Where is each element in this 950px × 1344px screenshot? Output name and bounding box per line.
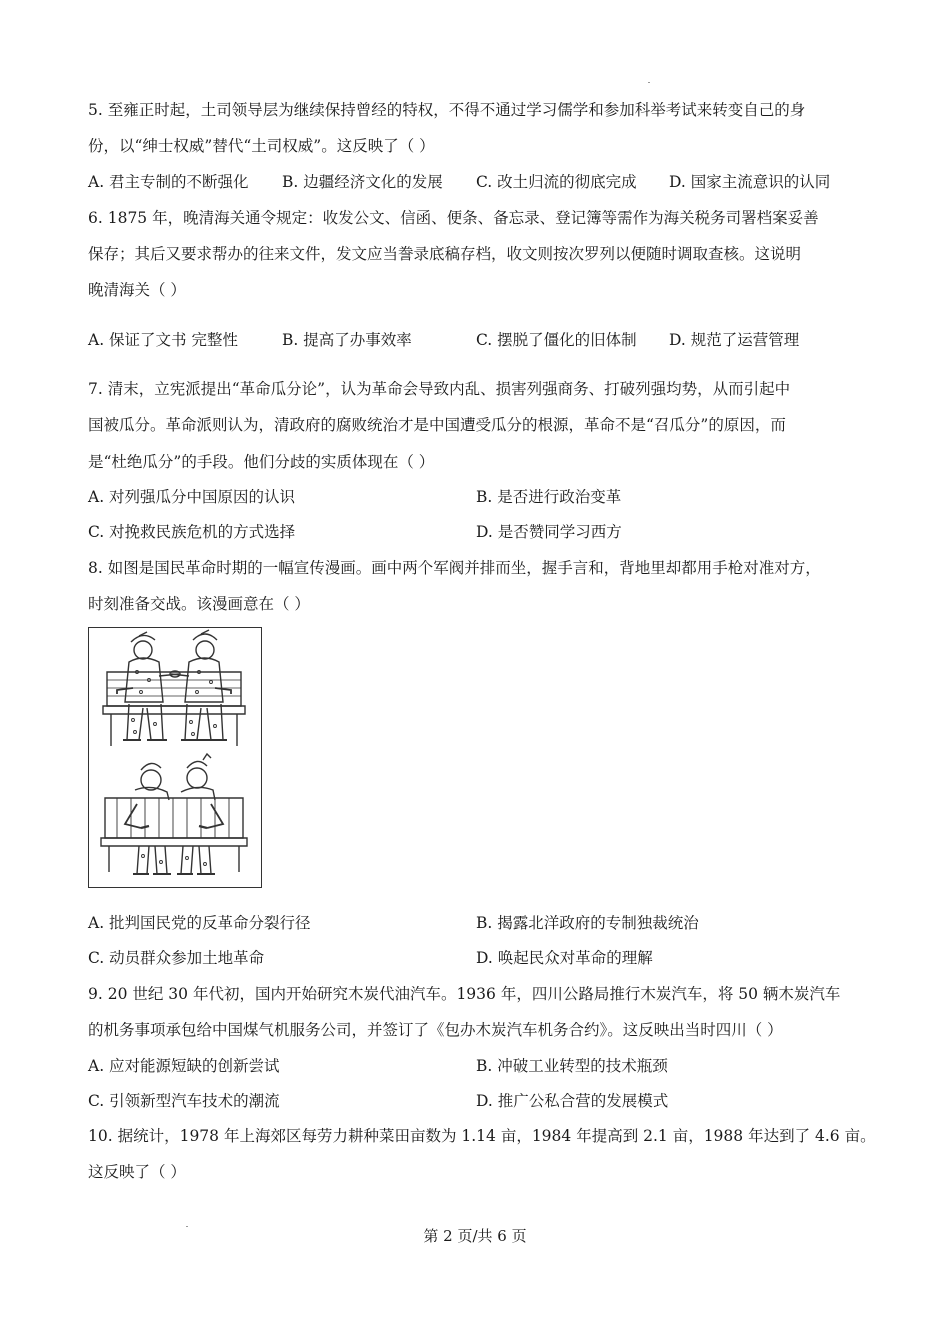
q9-option-a: A. 应对能源短缺的创新尝试 (88, 1057, 280, 1075)
q7-stem-line-2: 国被瓜分。革命派则认为，清政府的腐败统治才是中国遭受瓜分的根源，革命不是“召瓜分”的原因，而 (88, 416, 786, 434)
q5-stem-line-2: 份，以“绅士权威”替代“土司权威”。这反映了（ ） (88, 137, 435, 155)
q9-option-d: D. 推广公私合营的发展模式 (476, 1092, 669, 1110)
warlord-cartoon-image (88, 627, 262, 888)
q8-option-a: A. 批判国民党的反革命分裂行径 (88, 914, 311, 932)
q7-option-d: D. 是否赞同学习西方 (476, 523, 622, 541)
q8-option-b: B. 揭露北洋政府的专制独裁统治 (476, 914, 699, 932)
q5-option-d: D. 国家主流意识的认同 (669, 173, 831, 191)
q6-stem-line-1: 6. 1875 年，晚清海关通令规定：收发公文、信函、便条、备忘录、登记簿等需作为海关税务司署档案妥善 (88, 209, 819, 227)
q6-stem-line-2: 保存；其后又要求帮办的往来文件，发文应当誊录底稿存档，收文则按次罗列以便随时调取查核。这说明 (88, 245, 802, 263)
q5-option-a: A. 君主专制的不断强化 (88, 173, 249, 191)
q5-stem-line-1: 5. 至雍正时起，土司领导层为继续保持曾经的特权，不得不通过学习儒学和参加科举考试来转变自己的身 (88, 101, 806, 119)
q7-option-a: A. 对列强瓜分中国原因的认识 (88, 488, 296, 506)
q8-option-d: D. 唤起民众对革命的理解 (476, 949, 653, 967)
q9-option-c: C. 引领新型汽车技术的潮流 (88, 1092, 280, 1110)
q8-stem-line-2: 时刻准备交战。该漫画意在（ ） (88, 595, 310, 613)
scan-speck (648, 82, 650, 83)
q6-option-b: B. 提高了办事效率 (282, 331, 412, 349)
q6-option-a: A. 保证了文书 完整性 (88, 331, 238, 349)
q9-option-b: B. 冲破工业转型的技术瓶颈 (476, 1057, 668, 1075)
q6-option-d: D. 规范了运营管理 (669, 331, 800, 349)
q5-option-c: C. 改土归流的彻底完成 (476, 173, 637, 191)
q5-option-b: B. 边疆经济文化的发展 (282, 173, 443, 191)
q7-stem-line-3: 是“杜绝瓜分”的手段。他们分歧的实质体现在（ ） (88, 453, 435, 471)
page-number-footer: 第 2 页/共 6 页 (423, 1227, 527, 1245)
q10-stem-line-1: 10. 据统计，1978 年上海郊区每劳力耕种菜田亩数为 1.14 亩，1984 年提高到 2.1 亩，1988 年达到了 4.6 亩。 (88, 1127, 876, 1145)
warlord-cartoon-drawing (89, 628, 260, 886)
q6-stem-line-3: 晚清海关（ ） (88, 281, 186, 299)
q6-option-c: C. 摆脱了僵化的旧体制 (476, 331, 637, 349)
q8-option-c: C. 动员群众参加土地革命 (88, 949, 265, 967)
q7-stem-line-1: 7. 清末，立宪派提出“革命瓜分论”，认为革命会导致内乱、损害列强商务、打破列强均势，从而引起中 (88, 380, 791, 398)
q9-stem-line-1: 9. 20 世纪 30 年代初，国内开始研究木炭代油汽车。1936 年，四川公路局推行木炭汽车，将 50 辆木炭汽车 (88, 985, 841, 1003)
q7-option-b: B. 是否进行政治变革 (476, 488, 622, 506)
q10-stem-line-2: 这反映了（ ） (88, 1163, 186, 1181)
q8-stem-line-1: 8. 如图是国民革命时期的一幅宣传漫画。画中两个军阀并排而坐，握手言和，背地里却都用手枪对准对方， (88, 559, 821, 577)
q9-stem-line-2: 的机务事项承包给中国煤气机服务公司，并签订了《包办木炭汽车机务合约》。这反映出当时四川（ ） (88, 1021, 783, 1039)
q7-option-c: C. 对挽救民族危机的方式选择 (88, 523, 296, 541)
